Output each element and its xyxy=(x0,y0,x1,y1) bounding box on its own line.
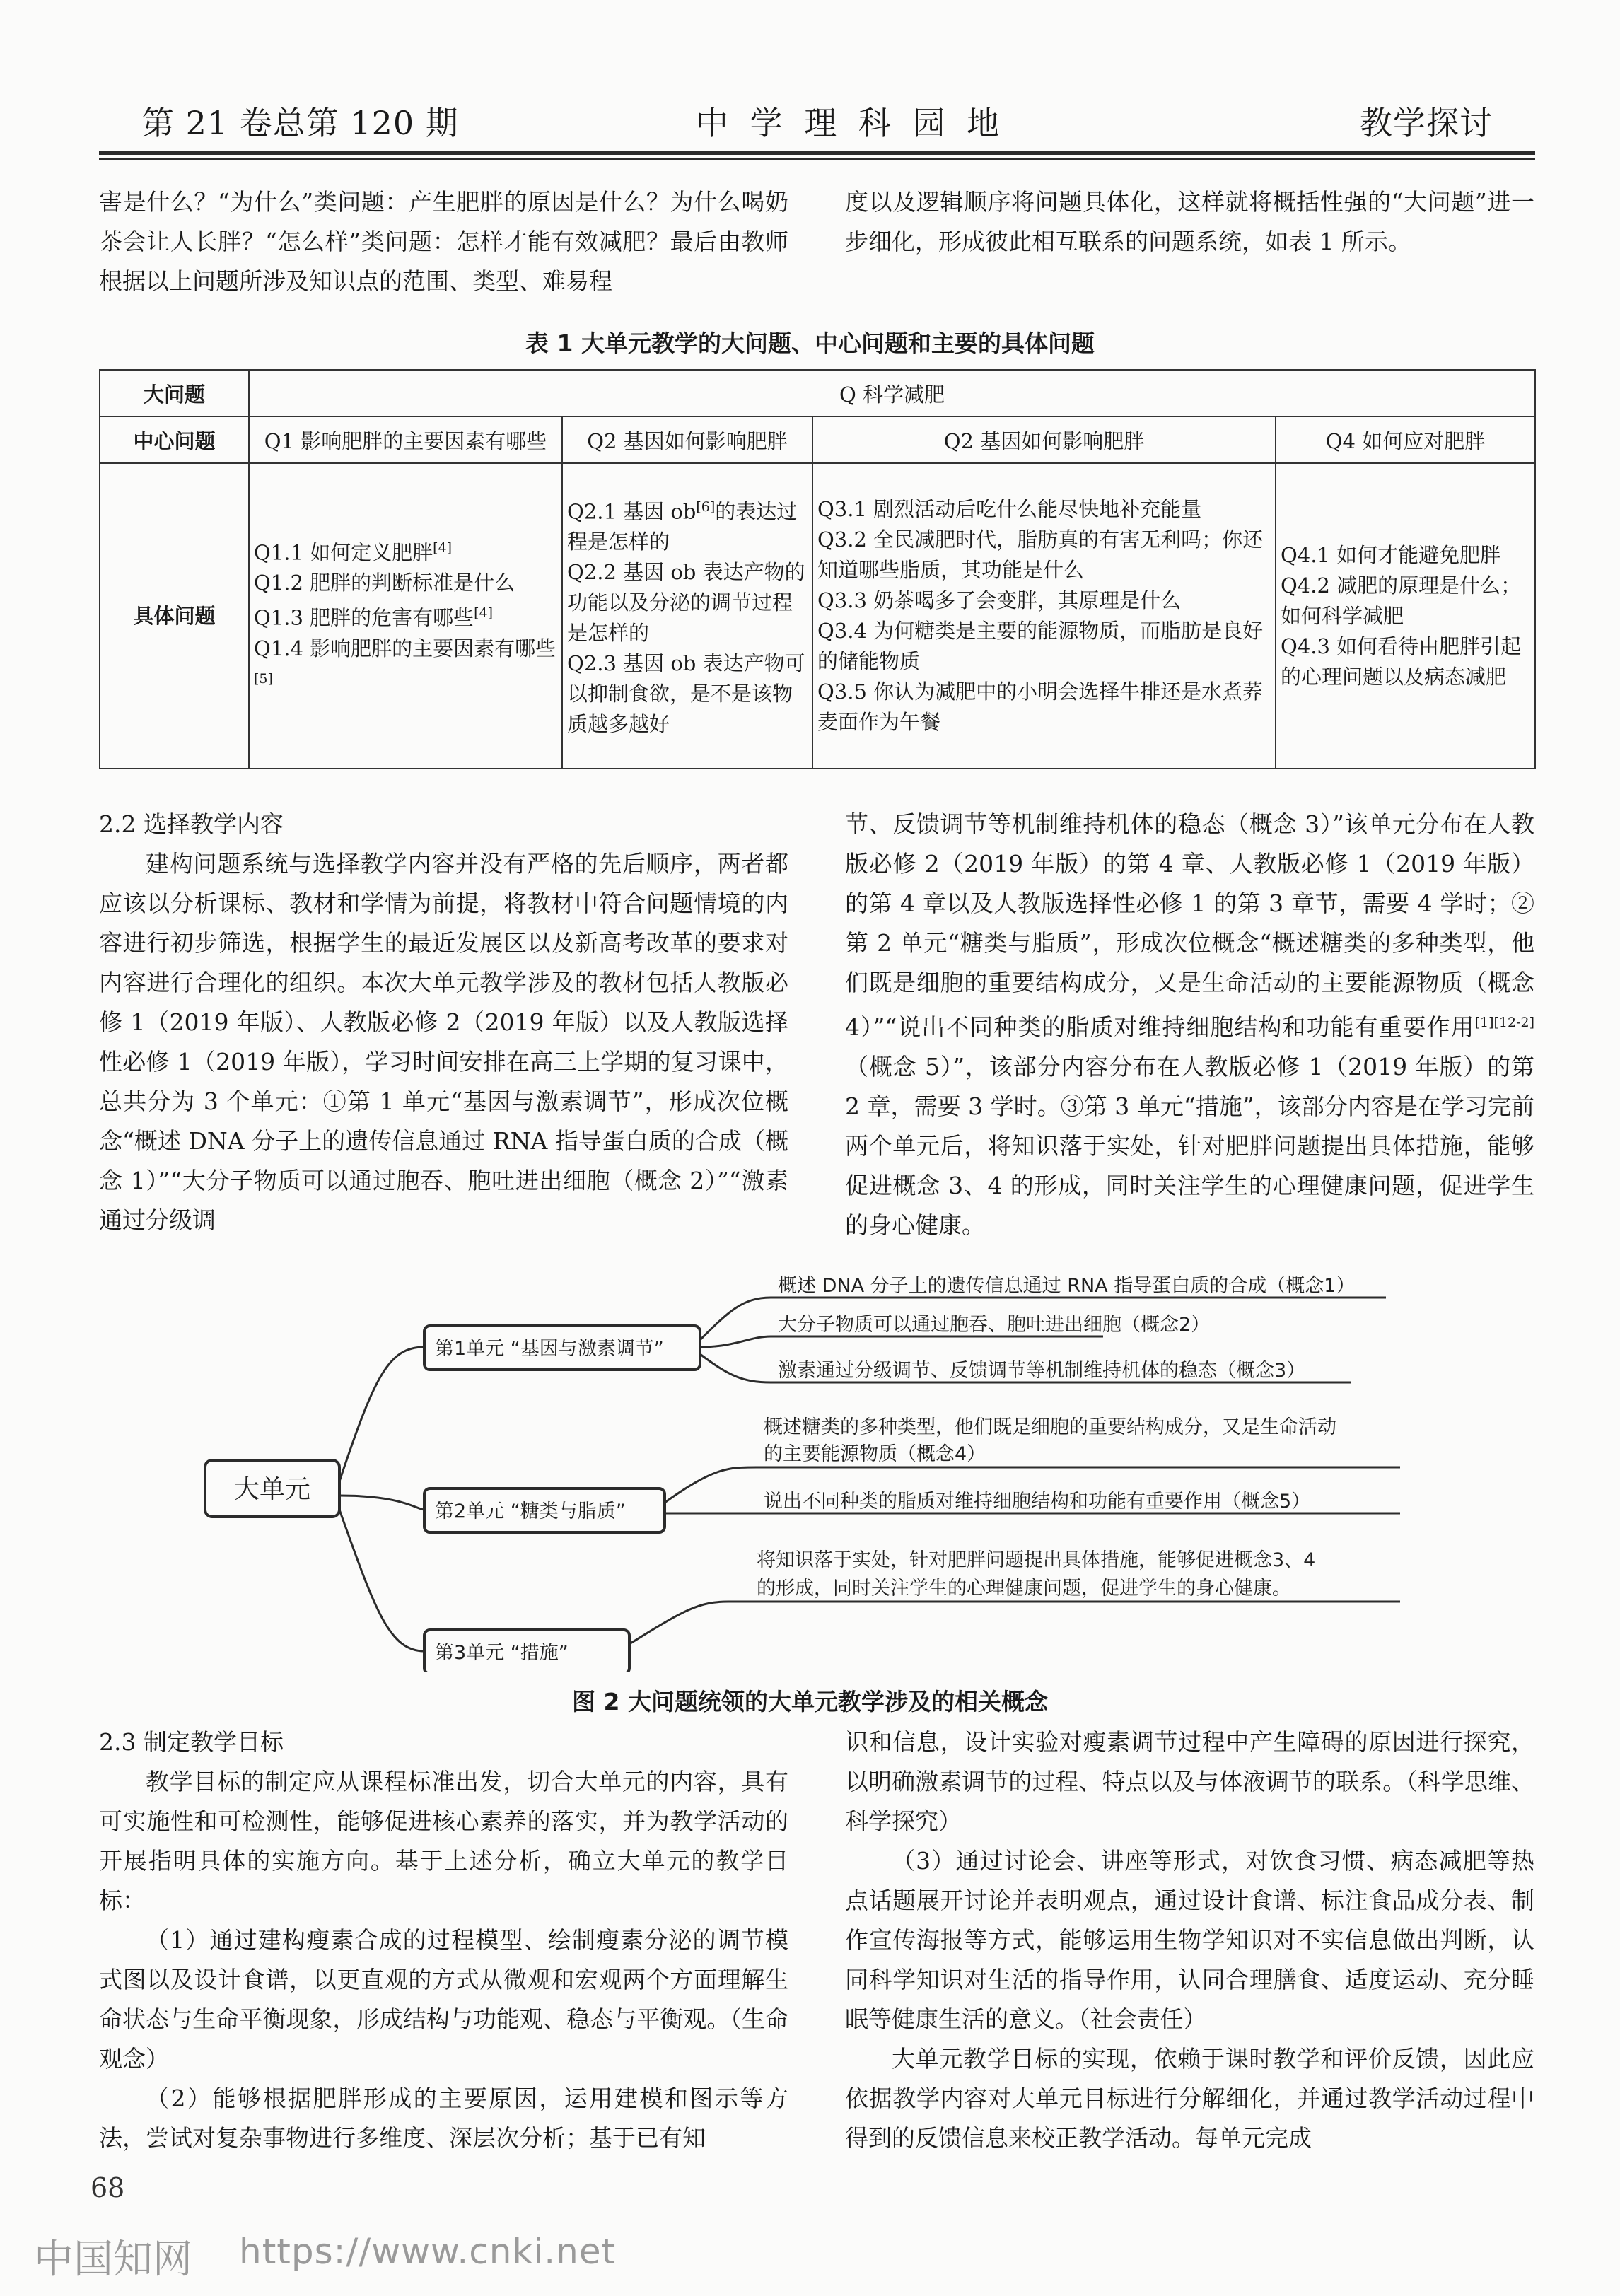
table-row-big-question xyxy=(100,370,1535,416)
figure2-mind-map xyxy=(191,1269,1450,1672)
body-paragraph: 教学目标的制定应从课程标准出发，切合大单元的内容，具有可实施性和可检测性，能够促进核心素养的落实，并为教学活动的开展指明具体的实施方向。基于上述分析，确立大单元的教学目标： xyxy=(99,1768,788,1914)
header-rule-thin xyxy=(99,158,1535,160)
journal-title: 中 学 理 科 园 地 xyxy=(696,104,1006,142)
column-name: 教学探讨 xyxy=(1360,104,1493,142)
q3-item: Q3.2 全民减肥时代，脂肪真的有害无利吗；你还知道哪些脂质，其功能是什么 xyxy=(817,528,1264,582)
section-heading: 2.2 选择教学内容 xyxy=(99,810,284,838)
table1 xyxy=(99,369,1536,769)
q2-item: Q2.3 基因 ob 表达产物可以抑制食欲，是不是该物质越多越好 xyxy=(567,651,805,737)
root-node-label: 大单元 xyxy=(233,1475,311,1504)
concept2-label: 大分子物质可以通过胞吞、胞吐进出细胞（概念2） xyxy=(778,1314,1211,1336)
body-paragraph: 节、反馈调节等机制维持机体的稳态（概念 3）”该单元分布在人教版必修 2（2019 年版）的第 4 章、人教版必修 1（2019 年版）的第 4 章以及人教版选择性必修 1 的第 3 章节，需要 4 学时；②第 2 单元“糖类与脂质”，形成次位概念“概述糖类的多种类型，他们既是细胞的重要结构成分，又是生命活动的主要能源物质（概念 4）”“说出不同种类的脂质对维持细胞结构和功能有重要作用[1][12-2]（概念 5）”，该部分内容分布在人教版必修 1（2019 年版）的第 2 章，需要 3 学时。③第 3 单元“措施”，该部分内容是在学习完前两个单元后，将知识落于实处，针对肥胖问题提出具体措施，能够促进概念 3、4 的形成，同时关注学生的心理健康问题，促进学生的身心健康。 xyxy=(845,810,1534,1239)
q2-item: Q2.2 基因 ob 表达产物的功能以及分泌的调节过程是怎样的 xyxy=(567,560,805,646)
q4-item: Q4.2 减肥的原理是什么；如何科学减肥 xyxy=(1281,573,1522,628)
table1-caption: 表 1 大单元教学的大问题、中心问题和主要的具体问题 xyxy=(525,330,1095,357)
row-label-big: 大问题 xyxy=(100,370,249,416)
q2-cell xyxy=(562,463,812,769)
table-row-specific-questions xyxy=(100,463,1535,769)
q1-item: Q1.3 肥胖的危害有哪些[4] xyxy=(254,605,494,630)
row-label-specific: 具体问题 xyxy=(100,463,249,769)
figure2-caption: 图 2 大问题统领的大单元教学涉及的相关概念 xyxy=(572,1688,1048,1715)
top-right-paragraph: 度以及逻辑顺序将问题具体化，这样就将概括性强的“大问题”进一步细化，形成彼此相互联系的问题系统，如表 1 所示。 xyxy=(845,188,1534,255)
table-row-center-questions xyxy=(100,416,1535,463)
q4-item: Q4.1 如何才能避免肥胖 xyxy=(1281,542,1501,567)
cnki-url[interactable]: https://www.cnki.net xyxy=(239,2231,617,2272)
concept5-label: 说出不同种类的脂质对维持细胞结构和功能有重要作用（概念5） xyxy=(764,1491,1311,1513)
q1-item: Q1.2 肥胖的判断标准是什么 xyxy=(254,571,515,595)
body-paragraph: 识和信息，设计实验对瘦素调节过程中产生障碍的原因进行探究，以明确激素调节的过程、特点以及与体液调节的联系。（科学思维、科学探究） xyxy=(845,1728,1534,1835)
body-paragraph: 建构问题系统与选择教学内容并没有严格的先后顺序，两者都应该以分析课标、教材和学情为前提，将教材中符合问题情境的内容进行初步筛选，根据学生的最近发展区以及新高考改革的要求对内容进行合理化的组织。本次大单元教学涉及的教材包括人教版必修 1（2019 年版）、人教版必修 2（2019 年版）以及人教版选择性必修 1（2019 年版），学习时间安排在高三上学期的复习课中，总共分为 3 个单元：①第 1 单元“基因与激素调节”，形成次位概念“概述 DNA 分子上的遗传信息通过 RNA 指导蛋白质的合成（概念 1）”“大分子物质可以通过胞吞、胞吐进出细胞（概念 2）”“激素通过分级调 xyxy=(99,850,788,1234)
q3-item: Q3.1 剧烈活动后吃什么能尽快地补充能量 xyxy=(817,497,1202,521)
big-question-cell: Q 科学减肥 xyxy=(249,370,1535,416)
cnki-logo: 中国知网 xyxy=(34,2237,192,2283)
concept6-label-line1: 将知识落于实处，针对肥胖问题提出具体措施，能够促进概念3、4 xyxy=(757,1549,1316,1571)
body-paragraph: （2）能够根据肥胖形成的主要原因，运用建模和图示等方法，尝试对复杂事物进行多维度、深层次分析；基于已有知 xyxy=(99,2085,788,2152)
page-number: 68 xyxy=(91,2172,125,2203)
top-left-paragraph: 害是什么？“为什么”类问题：产生肥胖的原因是什么？为什么喝奶茶会让人长胖？“怎么样”类问题：怎样才能有效减肥？最后由教师根据以上问题所涉及知识点的范围、类型、难易程 xyxy=(99,188,788,295)
unit1-node-label: 第1单元 “基因与激素调节” xyxy=(435,1338,664,1360)
journal-issue: 第 21 卷总第 120 期 xyxy=(141,104,459,142)
header-rule xyxy=(99,151,1535,155)
q3-item: Q3.3 奶茶喝多了会变胖，其原理是什么 xyxy=(817,588,1182,612)
unit3-node-label: 第3单元 “措施” xyxy=(435,1642,569,1664)
q3-cell xyxy=(812,463,1276,769)
section-heading: 2.3 制定教学目标 xyxy=(99,1728,284,1756)
section-2-2-right xyxy=(845,805,1534,1245)
body-paragraph: （3）通过讨论会、讲座等形式，对饮食习惯、病态减肥等热点话题展开讨论并表明观点，通过设计食谱、标注食品成分表、制作宣传海报等方式，能够运用生物学知识对不实信息做出判断，认同科学知识对生活的指导作用，认同合理膳食、适度运动、充分睡眠等健康生活的意义。（社会责任） xyxy=(845,1847,1534,2033)
q1-item: Q1.1 如何定义肥胖[4] xyxy=(254,540,453,565)
center-q1: Q1 影响肥胖的主要因素有哪些 xyxy=(249,416,562,463)
q4-cell xyxy=(1276,463,1535,769)
center-q3: Q2 基因如何影响肥胖 xyxy=(812,416,1276,463)
concept3-label: 激素通过分级调节、反馈调节等机制维持机体的稳态（概念3） xyxy=(778,1360,1306,1382)
concept1-label: 概述 DNA 分子上的遗传信息通过 RNA 指导蛋白质的合成（概念1） xyxy=(778,1275,1356,1297)
row-label-center: 中心问题 xyxy=(100,416,249,463)
body-paragraph: （1）通过建构瘦素合成的过程模型、绘制瘦素分泌的调节模式图以及设计食谱，以更直观的方式从微观和宏观两个方面理解生命状态与生命平衡现象，形成结构与功能观、稳态与平衡观。（生命观念） xyxy=(99,1926,788,2073)
concept4-label-line1: 概述糖类的多种类型，他们既是细胞的重要结构成分，又是生命活动 xyxy=(764,1416,1336,1438)
body-paragraph: 大单元教学目标的实现，依赖于课时教学和评价反馈，因此应依据教学内容对大单元目标进行分解细化，并通过教学活动过程中得到的反馈信息来校正教学活动。每单元完成 xyxy=(845,2045,1534,2152)
concept4-label-line2: 的主要能源物质（概念4） xyxy=(764,1443,986,1465)
unit2-node-label: 第2单元 “糖类与脂质” xyxy=(435,1500,626,1522)
concept6-label-line2: 的形成，同时关注学生的心理健康问题，促进学生的身心健康。 xyxy=(757,1578,1291,1599)
section-2-3-right xyxy=(845,1723,1534,2158)
q2-item: Q2.1 基因 ob[6]的表达过程是怎样的 xyxy=(567,499,798,554)
q4-item: Q4.3 如何看待由肥胖引起的心理问题以及病态减肥 xyxy=(1281,634,1522,689)
section-2-3-left xyxy=(99,1723,788,2158)
q3-item: Q3.4 为何糖类是主要的能源物质，而脂肪是良好的储能物质 xyxy=(817,619,1264,673)
q1-item: Q1.4 影响肥胖的主要因素有哪些[5] xyxy=(254,636,556,687)
center-q2: Q2 基因如何影响肥胖 xyxy=(562,416,812,463)
footer-watermark xyxy=(0,2196,1620,2296)
center-q4: Q4 如何应对肥胖 xyxy=(1276,416,1535,463)
section-2-2-left xyxy=(99,805,788,1240)
q3-item: Q3.5 你认为减肥中的小明会选择牛排还是水煮荞麦面作为午餐 xyxy=(817,680,1264,734)
q1-cell xyxy=(249,463,562,769)
